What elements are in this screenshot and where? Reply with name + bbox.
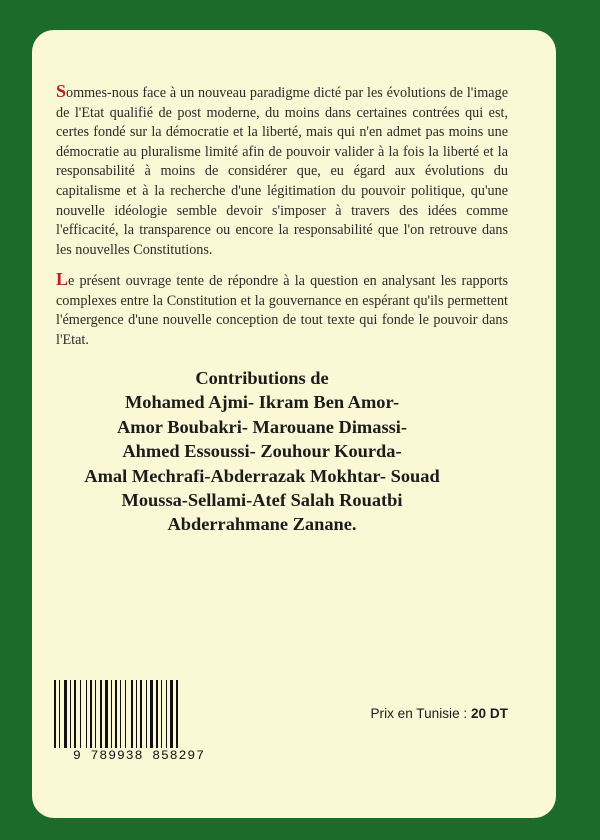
barcode-bar xyxy=(170,680,173,748)
barcode-bar xyxy=(111,680,112,748)
barcode-bar xyxy=(156,680,158,748)
barcode-bar xyxy=(161,680,162,748)
barcode-bar xyxy=(95,680,96,748)
isbn-barcode xyxy=(50,680,228,764)
contributors-line-6: Abderrahmane Zanane. xyxy=(167,514,357,535)
summary-paragraph-1-text: ommes-nous face à un nouveau paradigme dicté par les évolutions de l'image de l'Etat qualifié de post moderne, du moins dans certaines contrées qui est, certes fondé sur la démocratie et la liberté, mais qui n'en admet pas moins une démocratie au pluralisme limité afin de pouvoir valider à la fois la liberté et la responsabilité à moins de considérer que, eu égard aux évolutions du capitalisme et à la recherche d'une légitimation du pouvoir politique, qu'une nouvelle idéologie semble devoir s'imposer à travers des idées comme l'efficacité, la transparence ou encore la responsabilité que l'on retrouve dans les nouvelles Constitutions. xyxy=(56,85,508,258)
contributors-line-3: Ahmed Essoussi- Zouhour Kourda- xyxy=(122,441,402,462)
summary-paragraph-1 xyxy=(56,82,508,260)
contributors-line-4: Amal Mechrafi-Abderrazak Mokhtar- Souad xyxy=(84,465,440,486)
contributors-block xyxy=(20,366,504,537)
barcode-bar xyxy=(86,680,87,748)
summary-paragraph-2-text: e présent ouvrage tente de répondre à la question en analysant les rapports complexes entre la Constitution et la gouvernance en espérant qu'ils permettent l'émergence d'une nouvelle conception de tout texte qui fonde le pouvoir dans l'Etat. xyxy=(56,273,508,348)
price-value: 20 DT xyxy=(470,706,508,721)
barcode-bar xyxy=(54,680,56,748)
barcode-bar xyxy=(70,680,71,748)
drop-cap-s: S xyxy=(56,81,67,101)
barcode-bar xyxy=(150,680,153,748)
price-tag xyxy=(322,706,508,721)
barcode-bar xyxy=(115,680,117,748)
barcode-bar xyxy=(166,680,167,748)
barcode-bar xyxy=(176,680,178,748)
barcode-bar xyxy=(136,680,137,748)
barcode-bars xyxy=(50,680,228,748)
summary-paragraph-2 xyxy=(56,270,508,350)
barcode-bar xyxy=(120,680,121,748)
contributors-line-2: Amor Boubakri- Marouane Dimassi- xyxy=(116,416,407,437)
drop-cap-l: L xyxy=(56,269,69,289)
barcode-bar xyxy=(100,680,102,748)
contributors-heading: Contributions de xyxy=(195,368,329,388)
barcode-bar xyxy=(74,680,76,748)
contributors-line-1: Mohamed Ajmi- Ikram Ben Amor- xyxy=(124,392,400,413)
isbn-number: 9 789938 858297 xyxy=(72,748,206,763)
barcode-bar xyxy=(125,680,126,748)
barcode-bar xyxy=(80,680,81,748)
barcode-bar xyxy=(90,680,92,748)
barcode-bar xyxy=(131,680,133,748)
barcode-bar xyxy=(105,680,108,748)
barcode-bar xyxy=(146,680,147,748)
price-label: Prix en Tunisie : xyxy=(370,706,471,721)
contributors-line-5: Moussa-Sellami-Atef Salah Rouatbi xyxy=(121,490,403,511)
barcode-bar xyxy=(59,680,60,748)
barcode-bar xyxy=(64,680,67,748)
barcode-bar xyxy=(140,680,142,748)
